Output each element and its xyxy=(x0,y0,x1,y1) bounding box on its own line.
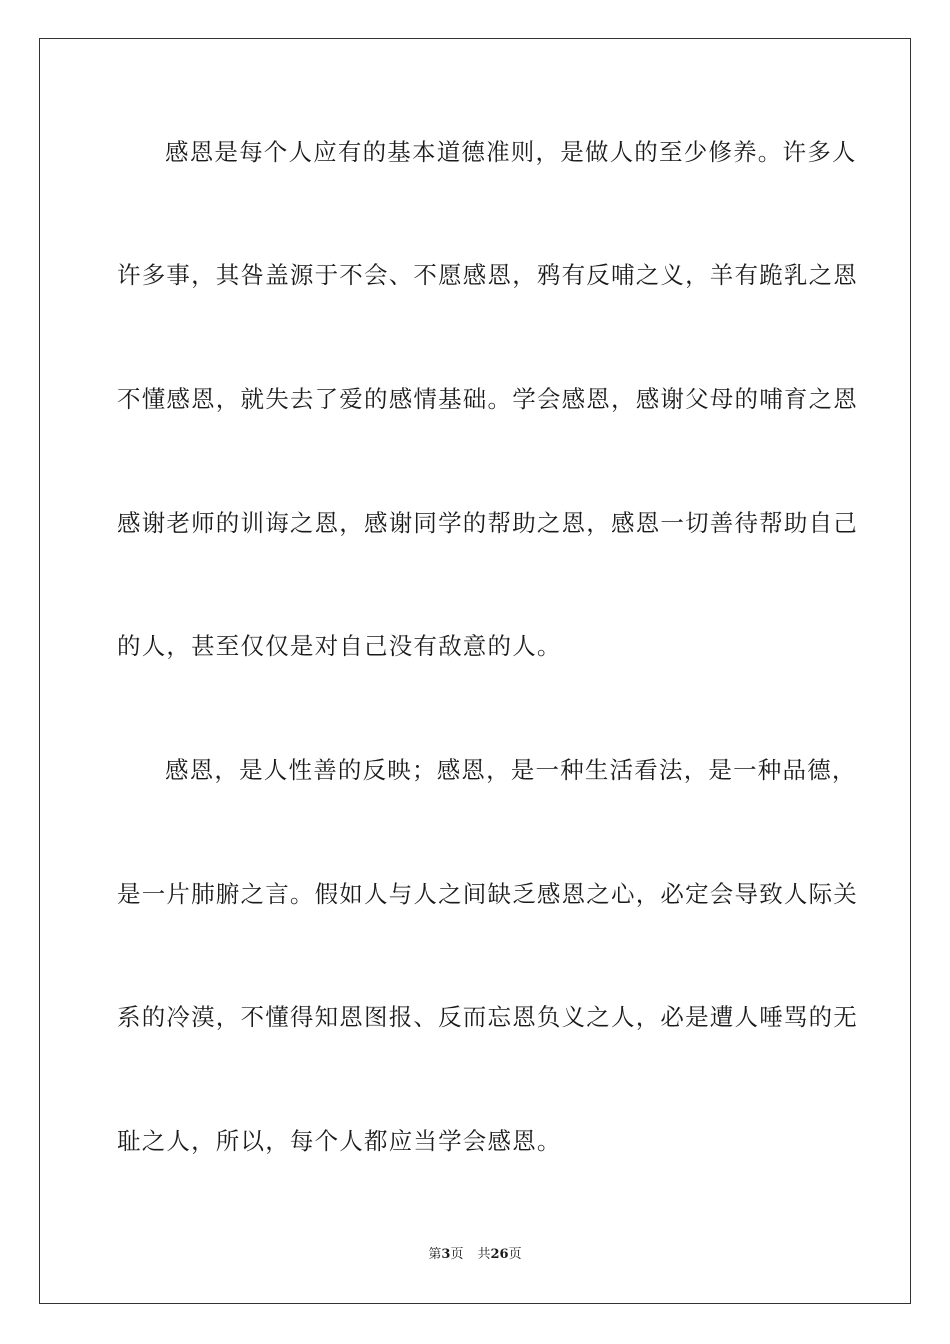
text-line: 的人，甚至仅仅是对自己没有敌意的人。 xyxy=(117,632,562,660)
text-line: 不懂感恩，就失去了爱的感情基础。学会感恩，感谢父母的哺育之恩 xyxy=(117,385,858,413)
total-suffix: 页 xyxy=(508,1247,522,1262)
text-line: 感谢老师的训诲之恩，感谢同学的帮助之恩，感恩一切善待帮助自己 xyxy=(117,509,858,537)
page-number: 3 xyxy=(441,1247,451,1262)
text-line: 是一片肺腑之言。假如人与人之间缺乏感恩之心，必定会导致人际关 xyxy=(117,880,858,908)
total-prefix: 共 xyxy=(477,1247,491,1262)
text-line: 感恩，是人性善的反映；感恩，是一种生活看法，是一种品德， xyxy=(165,756,857,784)
text-line: 许多事，其咎盖源于不会、不愿感恩，鸦有反哺之义，羊有跪乳之恩 xyxy=(117,261,858,289)
text-line: 系的冷漠，不懂得知恩图报、反而忘恩负义之人，必是遭人唾骂的无 xyxy=(117,1003,858,1031)
page-prefix: 第 xyxy=(428,1247,442,1262)
page-suffix: 页 xyxy=(450,1247,464,1262)
page-border xyxy=(39,38,911,1304)
page-footer xyxy=(0,1246,950,1264)
text-line: 感恩是每个人应有的基本道德准则，是做人的至少修养。许多人 xyxy=(165,138,857,166)
text-line: 耻之人，所以，每个人都应当学会感恩。 xyxy=(117,1127,562,1155)
total-pages: 26 xyxy=(490,1247,509,1262)
